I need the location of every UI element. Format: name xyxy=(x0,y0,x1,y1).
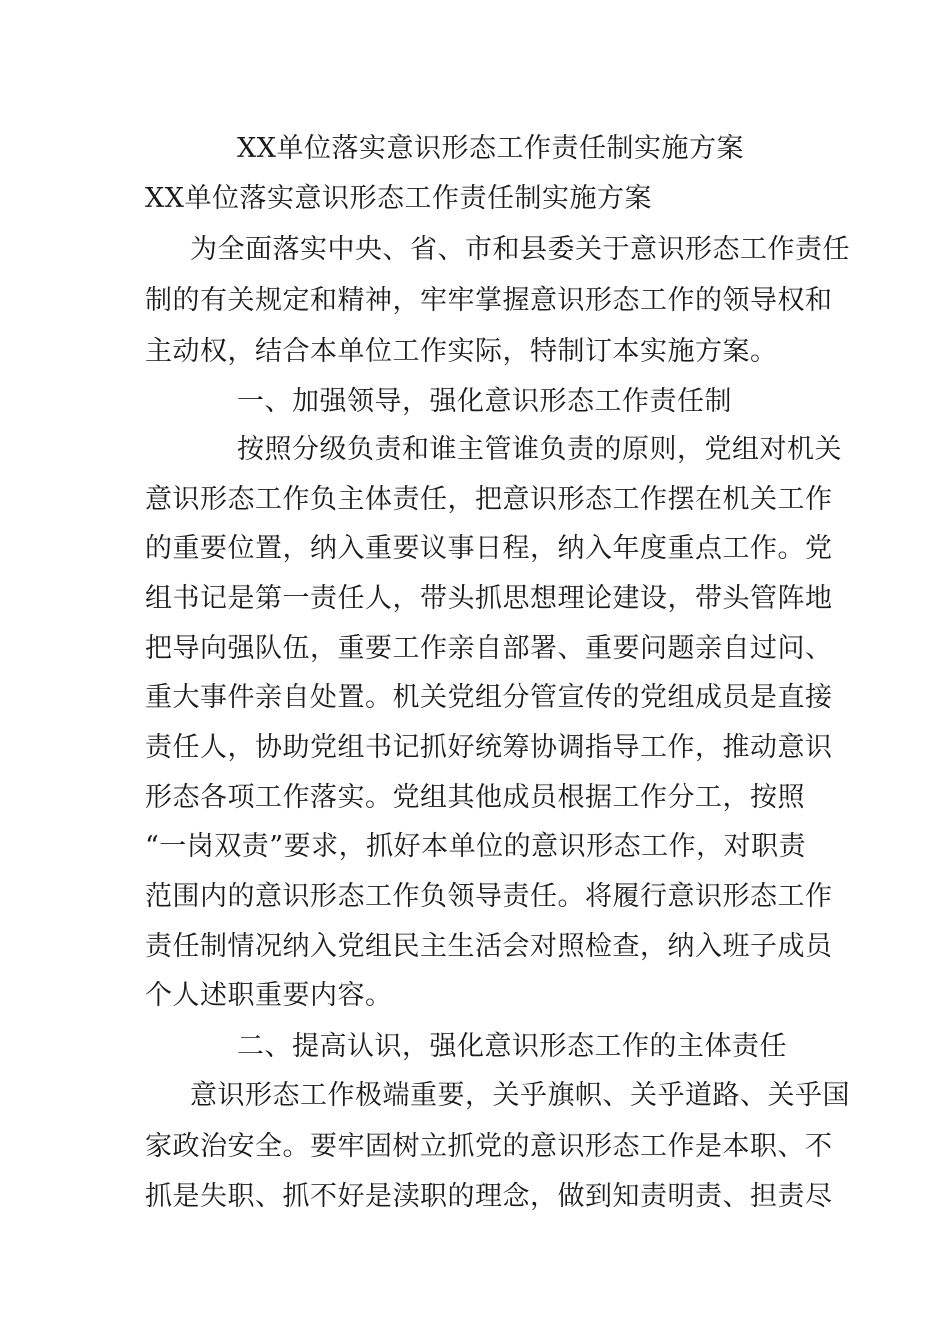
section1-line: 范围内的意识形态工作负领导责任。将履行意识形态工作 xyxy=(145,881,833,912)
section1-line: 组书记是第一责任人，带头抓思想理论建设，带头管阵地 xyxy=(145,583,833,614)
section2-line: 家政治安全。要牢固树立抓党的意识形态工作是本职、不 xyxy=(145,1131,833,1162)
section1-line: 重大事件亲自处置。机关党组分管宣传的党组成员是直接 xyxy=(145,682,833,713)
document-subtitle: XX单位落实意识形态工作责任制实施方案 xyxy=(145,183,652,214)
section1-line: 把导向强队伍，重要工作亲自部署、重要问题亲自过问、 xyxy=(145,633,833,664)
section1-line: 责任制情况纳入党组民主生活会对照检查，纳入班子成员 xyxy=(145,931,833,962)
section1-line: 个人述职重要内容。 xyxy=(145,980,393,1011)
section2-line: 抓是失职、抓不好是渎职的理念，做到知责明责、担责尽 xyxy=(145,1181,833,1212)
intro-line: 主动权，结合本单位工作实际，特制订本实施方案。 xyxy=(145,336,778,367)
section2-line: 意识形态工作极端重要，关乎旗帜、关乎道路、关乎国 xyxy=(190,1080,850,1111)
section1-line: 责任人，协助党组书记抓好统筹协调指导工作，推动意识 xyxy=(145,732,833,763)
section1-heading: 一、加强领导，强化意识形态工作责任制 xyxy=(237,386,732,417)
section1-line: “一岗双责”要求，抓好本单位的意识形态工作，对职责 xyxy=(145,831,807,862)
intro-line: 制的有关规定和精神，牢牢掌握意识形态工作的领导权和 xyxy=(145,285,833,316)
section1-line: 意识形态工作负主体责任，把意识形态工作摆在机关工作 xyxy=(145,484,833,515)
section2-heading: 二、提高认识，强化意识形态工作的主体责任 xyxy=(237,1031,787,1062)
section1-line: 形态各项工作落实。党组其他成员根据工作分工，按照 xyxy=(145,782,805,813)
intro-line: 为全面落实中央、省、市和县委关于意识形态工作责任 xyxy=(190,234,850,265)
document-title: XX单位落实意识形态工作责任制实施方案 xyxy=(237,133,744,164)
section1-line: 的重要位置，纳入重要议事日程，纳入年度重点工作。党 xyxy=(145,533,833,564)
section1-line: 按照分级负责和谁主管谁负责的原则，党组对机关 xyxy=(237,434,842,465)
